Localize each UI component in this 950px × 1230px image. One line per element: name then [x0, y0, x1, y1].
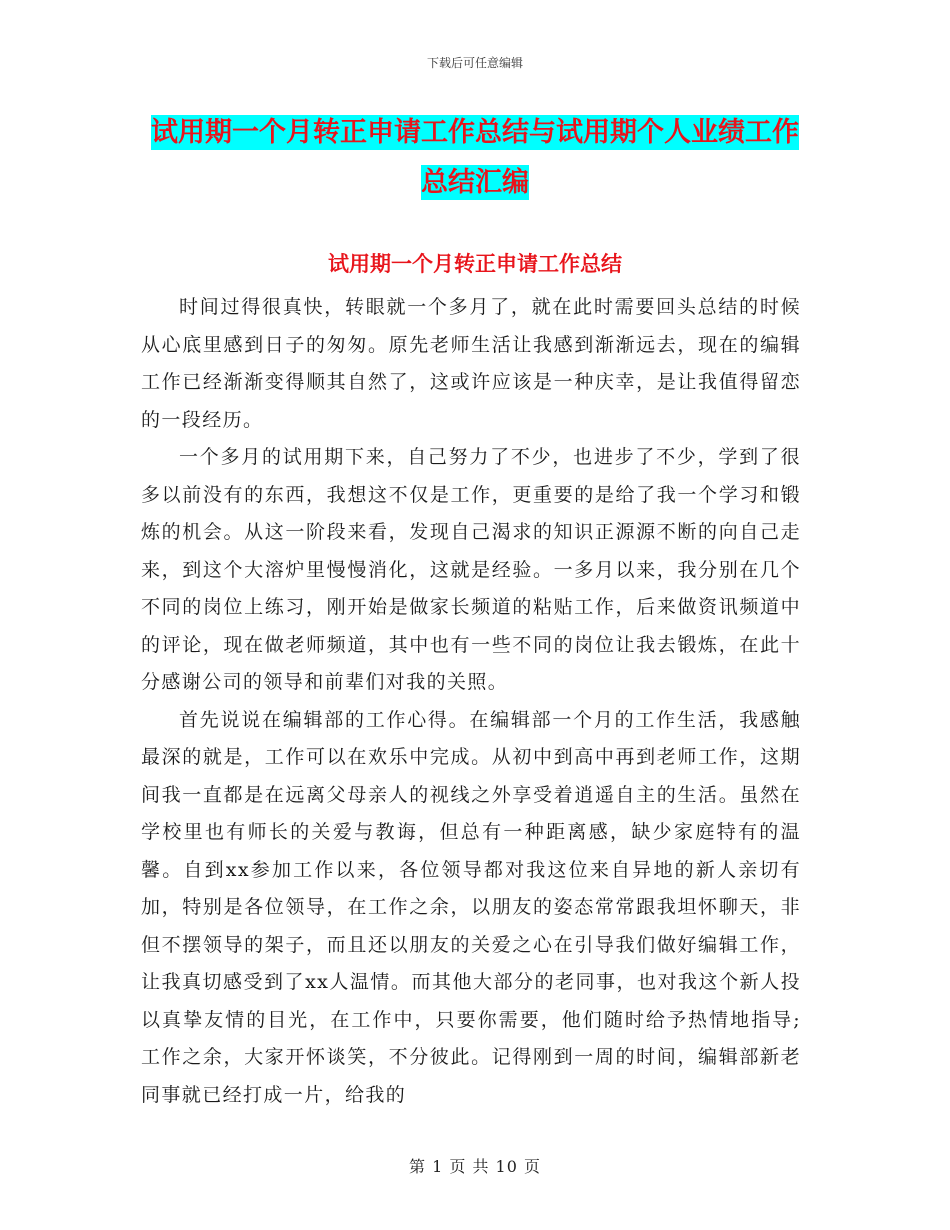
paragraph: 时间过得很真快，转眼就一个多月了，就在此时需要回头总结的时候从心底里感到日子的匆匆。原先老师生活让我感到渐渐远去，现在的编辑工作已经渐渐变得顺其自然了，这或许应该是一种庆幸，是让我值得留恋的一段经历。 — [141, 296, 801, 431]
section-title: 试用期一个月转正申请工作总结 — [328, 252, 622, 276]
document-title — [150, 108, 800, 208]
page-header: 下载后可任意编辑 — [426, 56, 523, 70]
document-body — [141, 289, 801, 1114]
document-title-text: 试用期一个月转正申请工作总结与试用期个人业绩工作总结汇编 — [151, 117, 799, 198]
paragraph: 首先说说在编辑部的工作心得。在编辑部一个月的工作生活，我感触最深的就是，工作可以在欢乐中完成。从初中到高中再到老师工作，这期间我一直都是在远离父母亲人的视线之外享受着逍遥自主的生活。虽然在学校里也有师长的关爱与教诲，但总有一种距离感，缺少家庭特有的温馨。自到xx参加工作以来，各位领导都对我这位来自异地的新人亲切有加，特别是各位领导，在工作之余，以朋友的姿态常常跟我坦怀聊天，非但不摆领导的架子，而且还以朋友的关爱之心在引导我们做好编辑工作，让我真切感受到了xx人温情。而其他大部分的老同事，也对我这个新人投以真挚友情的目光，在工作中，只要你需要，他们随时给予热情地指导;工作之余，大家开怀谈笑，不分彼此。记得刚到一周的时间，编辑部新老同事就已经打成一片，给我的 — [141, 708, 801, 1106]
page-footer: 第 1 页 共 10 页 — [409, 1157, 541, 1176]
paragraph: 一个多月的试用期下来，自己努力了不少，也进步了不少，学到了很多以前没有的东西，我想这不仅是工作，更重要的是给了我一个学习和锻炼的机会。从这一阶段来看，发现自己渴求的知识正源源不断的向自己走来，到这个大溶炉里慢慢消化，这就是经验。一多月以来，我分别在几个不同的岗位上练习，刚开始是做家长频道的粘贴工作，后来做资讯频道中的评论，现在做老师频道，其中也有一些不同的岗位让我去锻炼，在此十分感谢公司的领导和前辈们对我的关照。 — [141, 446, 801, 693]
